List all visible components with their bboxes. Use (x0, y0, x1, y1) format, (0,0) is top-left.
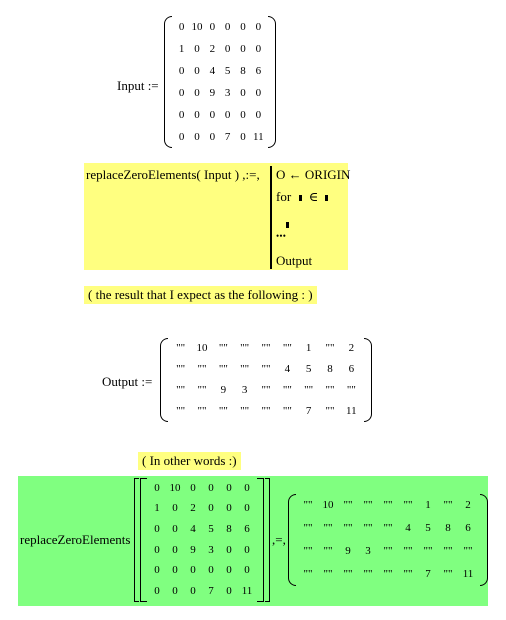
matrix-cell: 0 (154, 585, 160, 598)
matrix-cell: "" (197, 384, 207, 396)
matrix-cell: "" (282, 384, 292, 396)
matrix-cell: "" (463, 545, 473, 557)
matrix-cell: 7 (208, 585, 214, 598)
matrix-cell: 0 (244, 481, 250, 494)
program-line-body[interactable] (286, 216, 289, 234)
matrix-cell: "" (343, 568, 353, 580)
matrix-cell: 0 (255, 20, 262, 33)
matrix-cell: 0 (244, 502, 250, 515)
matrix-cell: 0 (190, 564, 196, 577)
other-words-comment[interactable]: ( In other words :) (138, 452, 241, 470)
matrix-cell: 0 (194, 108, 200, 121)
matrix-cell: 0 (194, 130, 200, 143)
matrix-cell: 0 (240, 108, 246, 121)
matrix-cell: 0 (224, 42, 231, 55)
matrix-cell: 9 (220, 384, 227, 396)
matrix-cell: 0 (240, 20, 246, 33)
matrix-cell: 1 (154, 502, 160, 515)
matrix-cell: 0 (224, 108, 231, 121)
matrix-cell: 7 (224, 130, 231, 143)
output-label: Output := (102, 374, 153, 389)
right-paren (480, 494, 488, 586)
matrix-cell: 2 (465, 499, 471, 511)
right-paren (257, 478, 264, 602)
matrix-cell: 0 (226, 481, 232, 494)
matrix-cell: 0 (226, 502, 232, 515)
matrix-cell: 3 (208, 543, 214, 556)
matrix-cell: "" (403, 545, 413, 557)
matrix-cell: 5 (224, 64, 231, 77)
program-bar (270, 166, 272, 269)
matrix-cell: 8 (327, 363, 333, 375)
matrix-cell: 0 (224, 20, 231, 33)
placeholder-icon[interactable] (299, 195, 302, 201)
for-keyword: for (276, 189, 292, 204)
matrix-cell: "" (323, 568, 333, 580)
matrix-cell: 0 (172, 543, 178, 556)
matrix-cell: 4 (190, 523, 196, 536)
placeholder-icon[interactable] (286, 222, 289, 228)
matrix-cell: "" (240, 405, 250, 417)
matrix-cell: "" (303, 545, 313, 557)
matrix-cell: "" (403, 568, 413, 580)
matrix-cell: 0 (178, 86, 185, 99)
matrix-cell: "" (282, 342, 292, 354)
matrix-cell: "" (383, 522, 393, 534)
matrix-cell: 1 (178, 42, 185, 55)
matrix-cell: 0 (244, 564, 250, 577)
evaluation-operator: ,=, (272, 532, 286, 547)
matrix-cell: "" (323, 545, 333, 557)
program-line-for (276, 189, 328, 205)
matrix-cell: 0 (208, 502, 214, 515)
element-of-symbol: ∈ (308, 189, 319, 204)
matrix-cell: "" (303, 568, 313, 580)
matrix-cell: "" (261, 384, 271, 396)
matrix-cell: 0 (240, 86, 246, 99)
right-paren (268, 16, 276, 148)
matrix-cell: 2 (348, 342, 355, 354)
matrix-cell: 10 (196, 342, 208, 354)
matrix-cell: 0 (226, 564, 232, 577)
matrix-cell: 0 (154, 564, 160, 577)
program-line-origin: O ← ORIGIN (276, 167, 351, 182)
matrix-cell: 8 (226, 523, 232, 536)
matrix-cell: 4 (405, 522, 411, 534)
matrix-cell: "" (443, 499, 453, 511)
matrix-cell: 0 (209, 20, 216, 33)
evaluation-region[interactable] (18, 476, 488, 606)
matrix-cell: 0 (178, 108, 185, 121)
matrix-cell: 0 (255, 42, 262, 55)
matrix-cell: "" (261, 363, 271, 375)
program-return: Output (276, 253, 313, 268)
function-signature: replaceZeroElements( Input ) ,:=, (86, 167, 260, 182)
matrix-cell: 0 (209, 130, 216, 143)
matrix-cell: 4 (284, 363, 291, 375)
matrix-cell: "" (282, 405, 292, 417)
matrix-cell: 8 (445, 522, 451, 534)
matrix-cell: 0 (154, 543, 160, 556)
left-bracket (134, 478, 139, 602)
matrix-cell: 3 (241, 384, 248, 396)
matrix-cell: "" (303, 499, 313, 511)
matrix-cell: "" (343, 499, 353, 511)
green-output-matrix[interactable] (288, 494, 488, 586)
matrix-cell: 8 (240, 64, 246, 77)
matrix-cell: "" (363, 499, 373, 511)
matrix-cell: 2 (209, 42, 216, 55)
output-matrix[interactable] (160, 338, 372, 422)
matrix-cell: 5 (208, 523, 214, 536)
matrix-cell: 0 (172, 585, 178, 598)
left-paren (288, 494, 296, 586)
matrix-cell: "" (176, 405, 186, 417)
matrix-cell: "" (176, 363, 186, 375)
matrix-cell: "" (218, 363, 228, 375)
matrix-cell: 0 (178, 20, 185, 33)
matrix-cell: "" (261, 342, 271, 354)
green-input-matrix[interactable] (134, 478, 270, 602)
matrix-cell: "" (240, 342, 250, 354)
matrix-cell: 3 (224, 86, 231, 99)
matrix-cell: 1 (425, 499, 431, 511)
matrix-cell: 0 (255, 86, 262, 99)
matrix-cell: "" (304, 384, 314, 396)
matrix-cell: 7 (425, 568, 431, 580)
matrix-cell: "" (343, 522, 353, 534)
matrix-cell: 0 (190, 481, 196, 494)
matrix-cell: 6 (255, 64, 262, 77)
matrix-cell: 0 (244, 543, 250, 556)
matrix-cell: 0 (208, 481, 214, 494)
matrix-cell: "" (323, 522, 333, 534)
matrix-cell: "" (218, 342, 228, 354)
matrix-cell: 5 (425, 522, 431, 534)
matrix-cell: "" (240, 363, 250, 375)
matrix-cell: "" (443, 545, 453, 557)
matrix-cell: 9 (190, 543, 196, 556)
placeholder-icon[interactable] (325, 195, 328, 201)
matrix-cell: "" (303, 522, 313, 534)
matrix-cell: 0 (172, 502, 178, 515)
matrix-cell: "" (325, 342, 335, 354)
left-paren (140, 478, 147, 602)
matrix-cell: 9 (345, 545, 351, 557)
left-paren (164, 16, 172, 148)
matrix-cell: 0 (194, 86, 200, 99)
matrix-cell: 0 (190, 585, 196, 598)
matrix-cell: "" (176, 342, 186, 354)
matrix-cell: 4 (209, 64, 216, 77)
matrix-cell: 0 (208, 564, 214, 577)
matrix-cell: "" (383, 568, 393, 580)
matrix-cell: "" (383, 545, 393, 557)
matrix-cell: 0 (172, 564, 178, 577)
expect-comment[interactable]: ( the result that I expect as the following : ) (84, 286, 317, 304)
matrix-cell: 0 (240, 130, 246, 143)
matrix-cell: "" (363, 568, 373, 580)
matrix-cell: "" (346, 384, 356, 396)
matrix-cell: 2 (190, 502, 196, 515)
matrix-cell: 7 (305, 405, 312, 417)
matrix-cell: "" (363, 522, 373, 534)
matrix-cell: 1 (305, 342, 312, 354)
green-function-name: replaceZeroElements (20, 532, 131, 547)
matrix-cell: 0 (209, 108, 216, 121)
matrix-cell: 0 (154, 481, 160, 494)
matrix-cell: 11 (346, 405, 357, 417)
matrix-cell: 3 (365, 545, 371, 557)
matrix-cell: 6 (348, 363, 355, 375)
matrix-cell: "" (218, 405, 228, 417)
right-paren (364, 338, 372, 422)
input-matrix[interactable] (164, 16, 276, 148)
function-definition-region[interactable] (84, 163, 351, 270)
matrix-cell: 5 (305, 363, 312, 375)
right-bracket (265, 478, 270, 602)
matrix-cell: "" (383, 499, 393, 511)
matrix-cell: 11 (462, 568, 474, 580)
matrix-cell: 6 (244, 523, 250, 536)
matrix-cell: 9 (209, 86, 216, 99)
input-label: Input := (117, 78, 159, 93)
program-ellipsis: • • • (276, 231, 285, 241)
matrix-cell: 11 (253, 130, 264, 143)
matrix-cell: 0 (194, 64, 200, 77)
matrix-cell: 0 (178, 64, 185, 77)
matrix-cell: "" (403, 499, 413, 511)
matrix-cell: 0 (154, 523, 160, 536)
matrix-cell: 0 (226, 543, 232, 556)
matrix-cell: 0 (255, 108, 262, 121)
matrix-cell: 0 (226, 585, 232, 598)
matrix-cell: 10 (169, 481, 181, 494)
matrix-cell: "" (423, 545, 433, 557)
matrix-cell: 0 (172, 523, 178, 536)
matrix-cell: 0 (194, 42, 200, 55)
left-paren (160, 338, 168, 422)
matrix-cell: "" (325, 384, 335, 396)
matrix-cell: 10 (191, 20, 203, 33)
matrix-cell: "" (443, 568, 453, 580)
matrix-cell: "" (176, 384, 186, 396)
matrix-cell: 10 (322, 499, 334, 511)
matrix-cell: "" (197, 363, 207, 375)
matrix-cell: "" (325, 405, 335, 417)
matrix-cell: 0 (240, 42, 246, 55)
matrix-cell: 6 (465, 522, 471, 534)
matrix-cell: "" (197, 405, 207, 417)
matrix-cell: 11 (241, 585, 253, 598)
matrix-cell: 0 (178, 130, 185, 143)
matrix-cell: "" (261, 405, 271, 417)
